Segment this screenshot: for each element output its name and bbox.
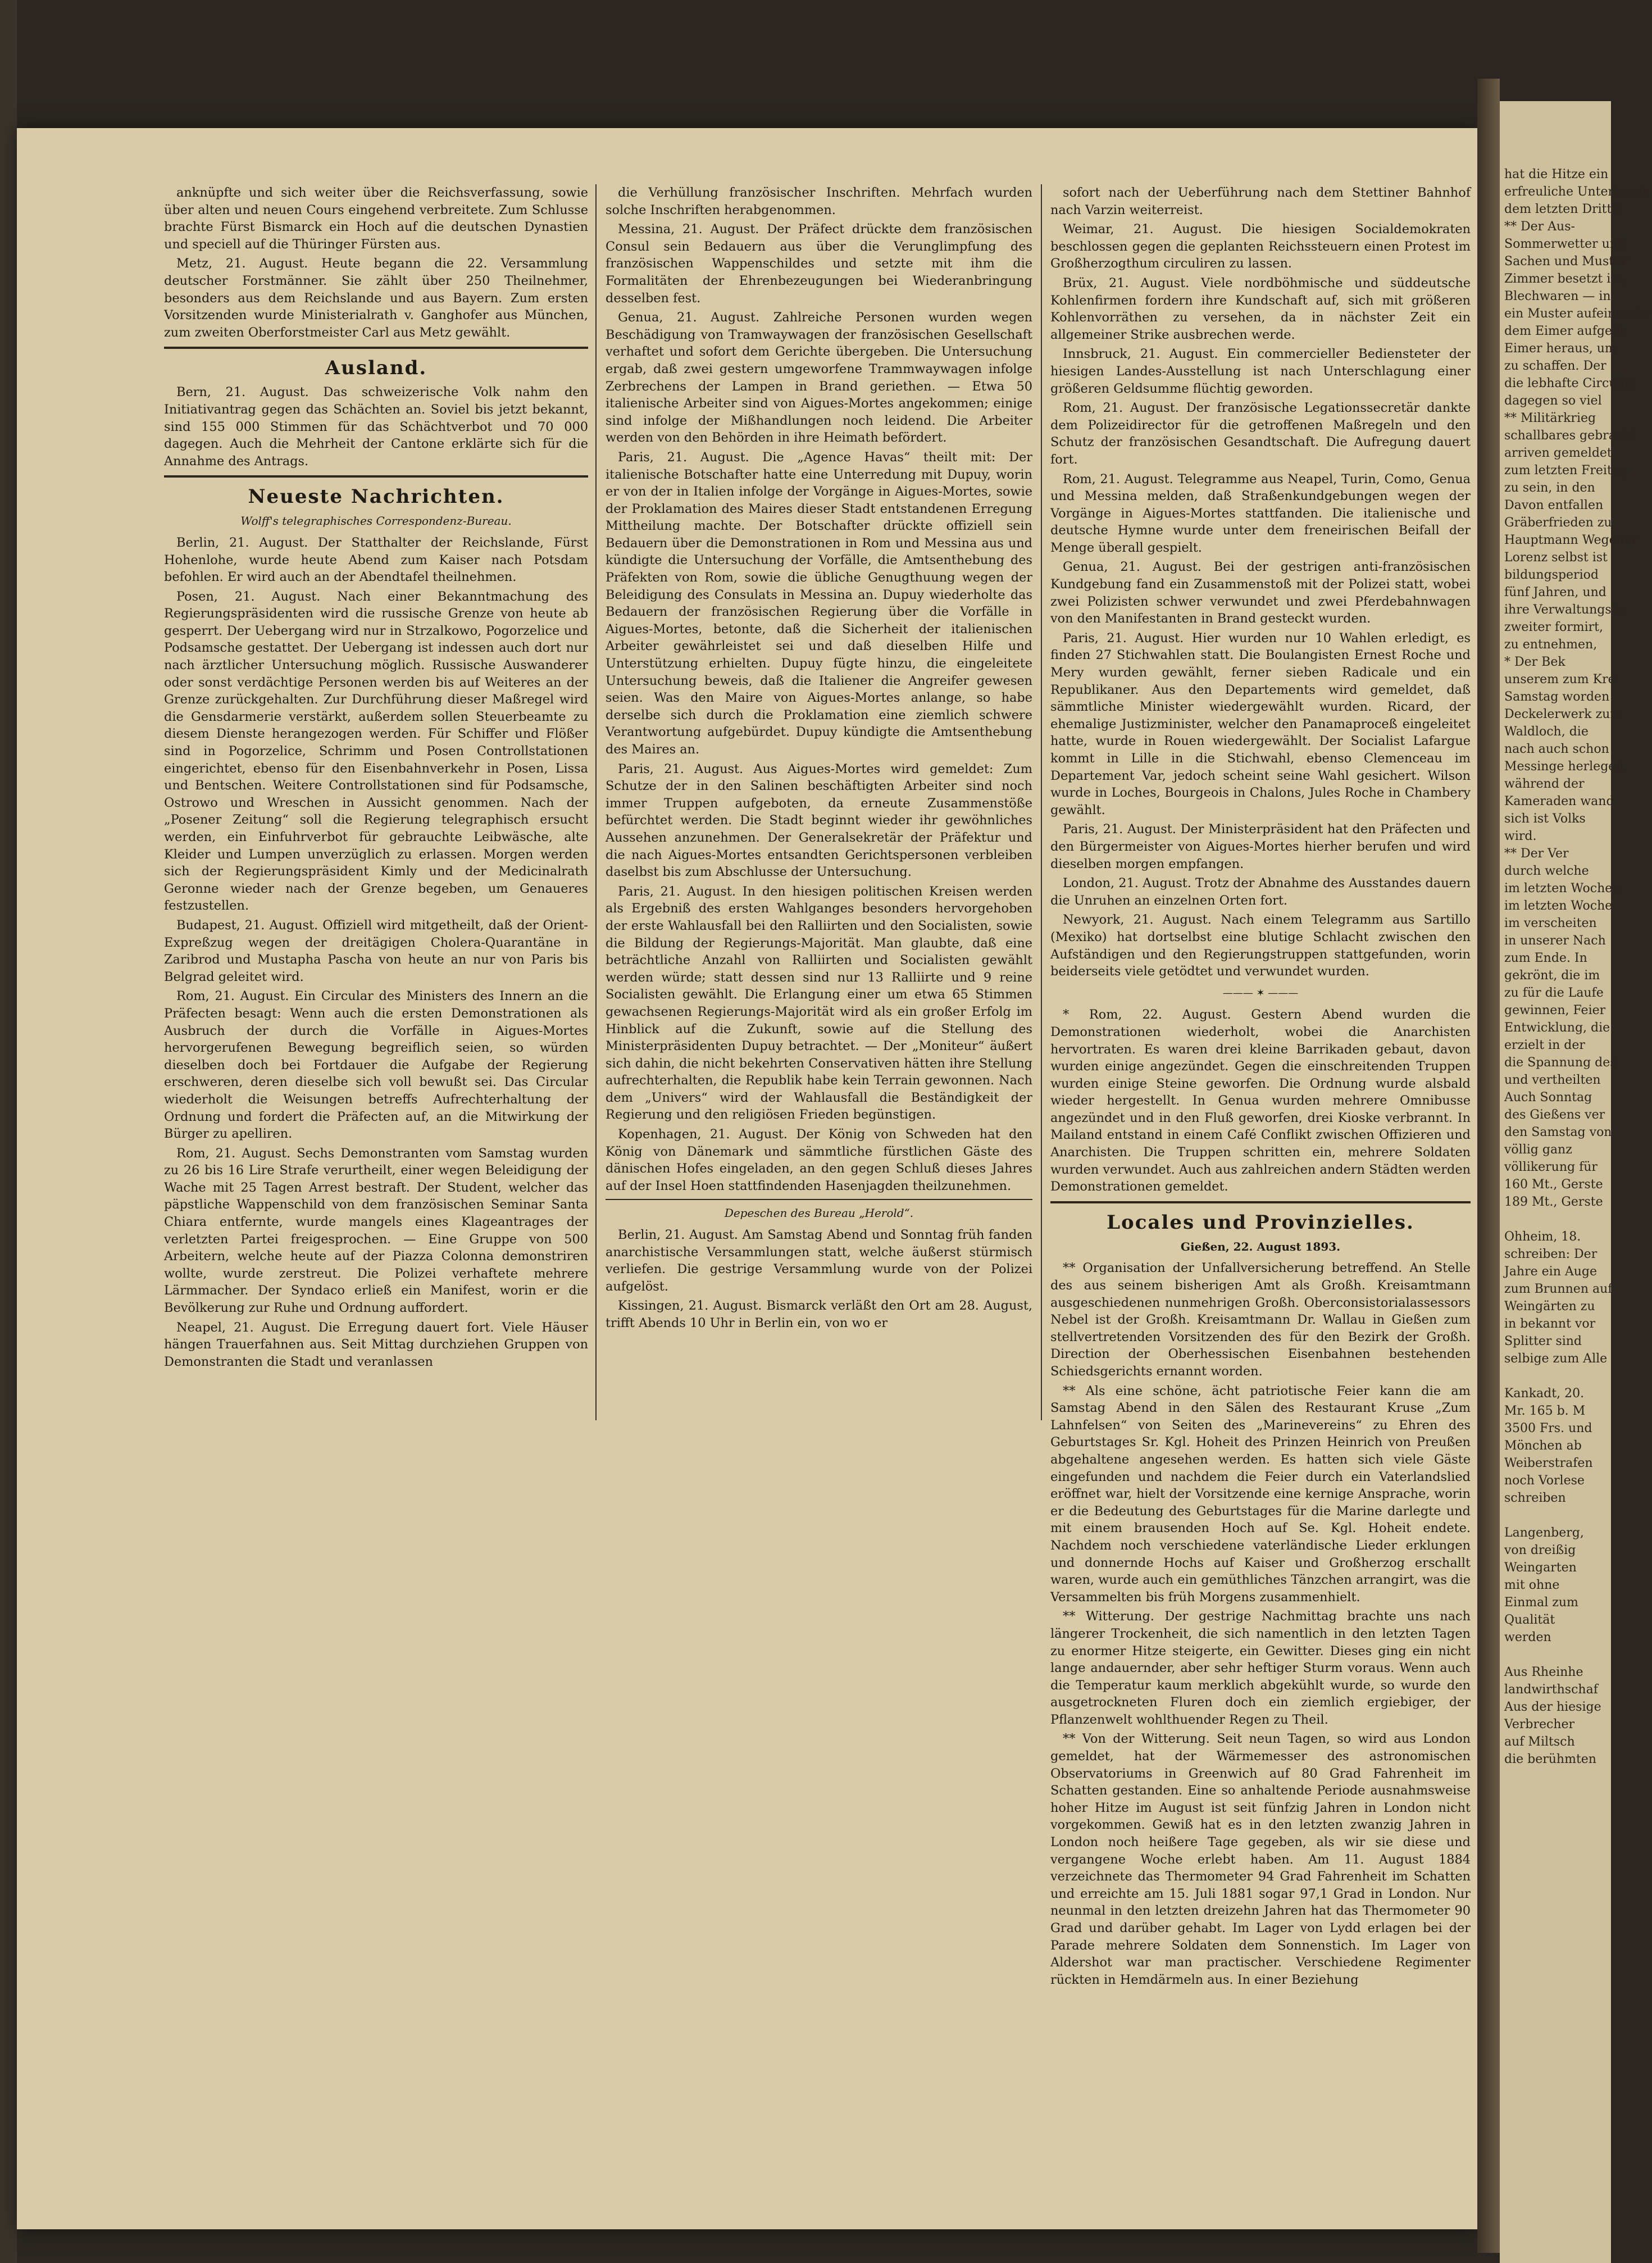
next-page-line: erfreuliche Unterbrech <box>1504 185 1650 199</box>
next-page-line: unserem zum Kre <box>1504 672 1615 687</box>
next-page-line: gewinnen, Feier <box>1504 1003 1606 1017</box>
next-page-line: Aus der hiesige <box>1504 1700 1601 1714</box>
article-paragraph: Bern, 21. August. Das schweizerische Volk nahm den Initiativantrag gegen das Schächten an. Soviel bis jetzt bekannt, sind 155 000 Stimmen für das Schächtverbot und 70 000 dagegen. Auch die Mehrheit der Cantone erklärte sich für die Annahme des Antrags. <box>164 385 588 469</box>
next-page-line: * Der Bek <box>1504 655 1565 669</box>
article-paragraph: Genua, 21. August. Zahlreiche Personen wurden wegen Beschädigung von Tramwaywagen der französischen Gesellschaft verhaftet und sofort dem Gerichte übergeben. Die Untersuchung ergab, daß zwei gestern umgeworfene Trammwaywagen infolge Zerbrechens der Lampen in Brand geriethen. — Etwa 50 italienische Arbeiter sind von Aigues-Mortes angekommen; einige sind infolge der Mißhandlungen noch leidend. Die Arbeiter werden von den Behörden in ihre Heimath befördert. <box>606 310 1032 446</box>
next-page-line: 160 Mt., Gerste <box>1504 1178 1603 1192</box>
column-3 <box>1050 184 1471 2184</box>
next-page-line: ihre Verwaltungsbe <box>1504 603 1627 617</box>
separator: ——— ✶ ——— <box>1222 987 1299 999</box>
article-paragraph: anknüpfte und sich weiter über die Reichsverfassung, sowie über alten und neuen Cours eingehend verbreitete. Zum Schlusse brachte Fürst Bismarck ein Hoch auf die deutschen Dynastien und speciell auf die Thüringer Fürsten aus. <box>164 185 588 252</box>
article-paragraph: Paris, 21. August. Hier wurden nur 10 Wahlen erledigt, es finden 27 Stichwahlen statt. Die Boulangisten Ernest Roche und Mery wurden gewählt, ferner sieben Radicale und ein Republikaner. Aus den Departements wird gemeldet, daß sämmtliche Minister wiedergewählt wurden. Ricard, der ehemalige Justizminister, welcher den Panamaproceß eingeleitet hatte, wurde in Rouen wiedergewählt. Der Socialist Lafargue kommt in Lille in die Stichwahl, ebenso Clemenceau im Departement Var, jedoch scheint seine Wahl gesichert. Wilson wurde in Loches, Bourgeois in Chalons, Jules Roche in Chambery gewählt. <box>1050 630 1471 817</box>
article-paragraph: Newyork, 21. August. Nach einem Telegramm aus Sartillo (Mexiko) hat dortselbst eine blutige Schlacht zwischen den Aufständigen und den Regierungstruppen stattgefunden, worin beiderseits viele getödtet und verwundet wurden. <box>1050 912 1471 979</box>
newspaper-page <box>17 128 1477 2229</box>
next-page-line: zu sein, in den <box>1504 481 1595 495</box>
article-paragraph: Paris, 21. August. Die „Agence Havas“ theilt mit: Der italienische Botschafter hatte eine Unterredung mit Dupuy, worin er von der in Italien infolge der Vorgänge in Aigues-Mortes, sowie der Proklamation des Maires dieser Stadt entstandenen Erregung Mittheilung machte. Der Botschafter drückte offiziell sein Bedauern über die Demonstrationen in Rom und Messina aus und kündigte die Untersuchung der Vorfälle, die Amtsenthebung des Präfekten von Rom, sowie die übliche Genugthuung wegen der Beleidigung des Consulats in Messina an. Dupuy wiederholte das Bedauern der französischen Regierung über die Vorfälle in Aigues-Mortes, betonte, daß die Sicherheit der italienischen Arbeiter gewährleistet sei und daß dieselben Hilfe und Unterstützung erhielten. Dupuy fügte hinzu, die eingeleitete Untersuchung beweis, daß die Italiener die Angreifer gewesen seien. Was den Maire von Aigues-Mortes anlange, so habe derselbe sich durch die Proklamation eine ziemlich schwere Verantwortung aufgebürdet. Dupuy kündigte die Amtsenthebung des Maires an. <box>606 449 1032 757</box>
next-page-line: den Samstag von <box>1504 1125 1612 1139</box>
next-page-line: Einmal zum <box>1504 1596 1578 1610</box>
article-paragraph: Paris, 21. August. Aus Aigues-Mortes wird gemeldet: Zum Schutze der in den Salinen beschäftigten Arbeiter sind noch immer Truppen aufgeboten, da erneute Zusammenstöße befürchtet werden. Die Stadt beginnt wieder ihr gewöhnliches Aussehen anzunehmen. Der Generalsekretär der Präfektur und die nach Aigues-Mortes entsandten Gerichtspersonen verbleiben daselbst bis zum Abschlusse der Untersuchung. <box>606 761 1032 880</box>
column-1 <box>164 184 588 2184</box>
next-page-line: Verbrecher <box>1504 1717 1575 1732</box>
next-page-line: die Spannung des <box>1504 1056 1617 1070</box>
next-page-line: in bekannt vor <box>1504 1317 1596 1331</box>
next-page-line: die lebhafte Circulat <box>1504 376 1633 390</box>
next-page-line: zu schaffen. Der <box>1504 359 1607 373</box>
next-page-line: 189 Mt., Gerste <box>1504 1195 1603 1209</box>
article-paragraph: sofort nach der Ueberführung nach dem Stettiner Bahnhof nach Varzin weiterreist. <box>1050 185 1471 217</box>
article-paragraph: Brüx, 21. August. Viele nordböhmische und süddeutsche Kohlenfirmen fordern ihre Kundschaft auf, sich mit größeren Kohlenvorräthen zu versehen, da in nächster Zeit ein allgemeiner Strike ausbrechen werde. <box>1050 275 1471 342</box>
next-page-line: Mr. 165 b. M <box>1504 1404 1586 1418</box>
next-page-line: schreiben <box>1504 1491 1566 1505</box>
next-page-line: werden <box>1504 1630 1551 1644</box>
next-page-line: Weingärten zu <box>1504 1299 1595 1314</box>
next-page-line: gekrönt, die im <box>1504 969 1600 983</box>
next-page-line: mit ohne <box>1504 1578 1560 1592</box>
article-paragraph: Posen, 21. August. Nach einer Bekanntmachung des Regierungspräsidenten wird die russische Grenze von heute ab gesperrt. Der Uebergang wird nur in Strzalkowo, Pogorzelice und Podsamsche gestattet. Der Uebergang ist indessen auch dort nur nach ärztlicher Untersuchung möglich. Russische Auswanderer oder sonst verdächtige Personen werden bis auf Weiteres an der Grenze zurückgehalten. Zur Durchführung dieser Maßregel wird die Gensdarmerie verstärkt, außerdem sollen Steuerbeamte zu diesem Dienste herangezogen werden. Für Schiffer und Flößer sind in Pogorzelice, Schrimm und Posen Controllstationen eingerichtet, ebenso für den Eisenbahnverkehr in Posen, Lissa und Bentschen. Weitere Controllstationen sind für Podsamsche, Ostrowo und Wreschen in Aussicht genommen. Nach der „Posener Zeitung“ soll die Regierung telegraphisch ersucht werden, ein Einfuhrverbot für gebrauchte Leibwäsche, alte Kleider und Lumpen unverzüglich zu erlassen. Morgen werden sich der Regierungspräsident Kimly und der Medicinalrath Geronne wieder nach der Grenze begeben, um Genaueres festzustellen. <box>164 589 588 914</box>
section-title-locales: Locales und Provinzielles. <box>1107 1211 1414 1234</box>
article-paragraph: ** Organisation der Unfallversicherung betreffend. An Stelle des aus seinem bisherigen Amt als Großh. Kreisamtmann ausgeschiedenen nunmehrigen Großh. Oberconsistorialassessors Nebel ist der Großh. Kreisamtmann Dr. Wallau in Gießen zum stellvertretenden Vorsitzenden des für den Bezirk der Großh. Direction der Oberhessischen Eisenbahnen bestehenden Schiedsgerichts ernannt worden. <box>1050 1261 1471 1379</box>
section-subtitle-herold: Depeschen des Bureau „Herold“. <box>724 1206 914 1220</box>
section-title-ausland: Ausland. <box>325 357 427 380</box>
next-page-line: Auch Sonntag <box>1504 1090 1592 1105</box>
next-page-line: im letzten Woche <box>1504 899 1613 913</box>
section-subtitle: Wolff's telegraphisches Correspondenz-Bureau. <box>240 514 512 528</box>
section-title-news: Neueste Nachrichten. <box>248 485 504 508</box>
article-paragraph: Rom, 21. August. Telegramme aus Neapel, Turin, Como, Genua und Messina melden, daß Straßenkundgebungen wegen der Vorgänge in Aigues-Mortes stattfanden. Die italienische und deutsche Hymne wurde unter dem freneirischen Beifall der Menge überall gespielt. <box>1050 471 1471 555</box>
next-page-line: und vertheilten <box>1504 1073 1601 1087</box>
next-page-line: durch welche <box>1504 864 1589 878</box>
next-page-line: Messinge herlegen <box>1504 760 1624 774</box>
next-page-line: noch Vorlese <box>1504 1474 1585 1488</box>
next-page-line: während der <box>1504 777 1585 791</box>
next-page-line: die berühmten <box>1504 1752 1596 1766</box>
article-paragraph: Messina, 21. August. Der Präfect drückte dem französischen Consul sein Bedauern aus über die Verunglimpfung des französischen Wappenschildes und setzte mit ihm die Formalitäten der Ehrenbezeugungen bei Wiederanbringung desselben fest. <box>606 222 1032 306</box>
next-page-line: Samstag worden <box>1504 690 1610 704</box>
next-page-line: im letzten Wochen <box>1504 881 1621 896</box>
section-rule <box>1050 1201 1471 1203</box>
next-page-line: schallbares gebracht <box>1504 429 1636 443</box>
article-paragraph: die Verhüllung französischer Inschriften. Mehrfach wurden solche Inschriften herabgenommen. <box>606 185 1032 217</box>
next-page-line: Sachen und Muster <box>1504 255 1627 269</box>
next-page-edge <box>1500 101 1652 2263</box>
column-2 <box>606 184 1032 2184</box>
article-paragraph: Kopenhagen, 21. August. Der König von Schweden hat den König von Dänemark und sämmtliche fürstlichen Gäste des dänischen Hofes eingeladen, an den gegen Schluß dieses Jahres auf der Insel Hoen stattfindenden Hasenjagden theilzunehmen. <box>606 1127 1032 1193</box>
next-page-line: Gräberfrieden zu <box>1504 516 1612 530</box>
next-page-line: Weingarten <box>1504 1561 1577 1575</box>
next-page-line: zu entnehmen, <box>1504 638 1598 652</box>
article-paragraph: Berlin, 21. August. Am Samstag Abend und Sonntag früh fanden anarchistische Versammlungen statt, welche äußerst stürmisch verliefen. Die gestrige Versammlung wurde von der Polizei aufgelöst. <box>606 1228 1032 1294</box>
next-page-line: Waldloch, die <box>1504 725 1589 739</box>
column-rule <box>1041 184 1042 1420</box>
article-paragraph: Neapel, 21. August. Die Erregung dauert fort. Viele Häuser hängen Trauerfahnen aus. Seit Mittag durchziehen Gruppen von Demonstranten die Stadt und veranlassen <box>164 1320 588 1369</box>
next-page-line: zu für die Laufe <box>1504 986 1604 1000</box>
next-page-line <box>1504 1367 1611 1385</box>
next-page-line: Weiberstrafen <box>1504 1456 1593 1470</box>
article-paragraph: Paris, 21. August. In den hiesigen politischen Kreisen werden als Ergebniß des ersten Wahlganges besonders hervorgehoben der erste Wahlausfall bei den Ralliirten und den Socialisten, sowie die Bildung der Regierungs-Majorität. Man glaubte, daß eine beträchtliche Anzahl von Ralliirten und Socialisten gewählt werden würde; statt dessen sind nur 13 Ralliirte und 9 reine Socialisten gewählt. Die Erlangung einer um etwa 65 Stimmen gewachsenen Regierungs-Majorität wird als ein großer Erfolg im Hinblick auf die Zukunft, sowie auf die Stellung des Ministerpräsidenten Dupuy betrachtet. — Der „Moniteur“ äußert sich dahin, die nicht bekehrten Conservativen hätten ihre Stellung aufrechterhalten, die Republik habe kein Terrain gewonnen. Nach dem „Univers“ wird der Wahlausfall die Beständigkeit der Regierung und den religiösen Frieden begünstigen. <box>606 884 1032 1123</box>
next-page-line: Langenberg, <box>1504 1526 1584 1540</box>
next-page-line: Mönchen ab <box>1504 1439 1582 1453</box>
article-paragraph: * Rom, 22. August. Gestern Abend wurden die Demonstrationen wiederholt, wobei die Anarchisten hervortraten. Es waren drei kleine Barrikaden gebaut, davon wurden einige angezündet. Gegen die einschreitenden Truppen wurden einige Steine geworfen. Die Ordnung wurde alsbald wieder hergestellt. In Genua wurden mehrere Omnibusse angezündet und in den Fluß geworfen, drei Kioske verbrannt. In Mailand entstand in einem Café Conflikt zwischen Offizieren und Anarchisten. Die Truppen schritten ein, mehrere Soldaten wurden verwundet. Auch aus zahlreichen andern Städten werden Demonstrationen gemeldet. <box>1050 1007 1471 1194</box>
column-rule <box>595 184 597 1420</box>
locales-dateline: Gießen, 22. August 1893. <box>1180 1239 1341 1253</box>
next-page-line: Kameraden wand <box>1504 794 1614 808</box>
next-page-line: zum Ende. In <box>1504 951 1587 965</box>
next-page-line <box>1504 1211 1611 1228</box>
next-page-line: in unserer Nach <box>1504 934 1606 948</box>
article-paragraph: Metz, 21. August. Heute begann die 22. Versammlung deutscher Forstmänner. Sie zählt über 250 Theilnehmer, besonders aus dem Reichslande und aus Bayern. Zum ersten Vorsitzenden wurde Ministerialrath v. Ganghofer aus München, zum zweiten Oberforstmeister Carl aus Metz gewählt. <box>164 256 588 340</box>
article-paragraph: Paris, 21. August. Der Ministerpräsident hat den Präfecten und den Bürgermeister von Aigues-Mortes hierher berufen und wird dieselben morgen empfangen. <box>1050 822 1471 871</box>
next-page-line: zweiter formirt, <box>1504 620 1603 634</box>
next-page-line: nach auch schon <box>1504 742 1609 756</box>
next-page-line: zum letzten Freitag <box>1504 463 1628 478</box>
article-paragraph: Innsbruck, 21. August. Ein commercieller Bediensteter der hiesigen Landes-Ausstellung ist nach Unterschlagung einer größeren Geldsumme flüchtig geworden. <box>1050 347 1471 396</box>
section-rule <box>164 347 588 349</box>
article-paragraph: Rom, 21. August. Sechs Demonstranten vom Samstag wurden zu 26 bis 16 Lire Strafe verurtheilt, einer wegen Beleidigung der Wache mit 25 Tagen Arrest bestraft. Der Student, welcher das päpstliche Wappenschild von dem französischen Seminar Santa Chiara entfernte, wurde mangels eines Klageantrages der verletzten Partei freigesprochen. — Eine Gruppe von 500 Arbeitern, welche heute auf der Piazza Colonna demonstriren wollte, wurde zerstreut. Die Polizei verhaftete mehrere Lärmmacher. Der Syndaco erließ ein Manifest, worin er die Bevölkerung zur Ruhe und Ordnung auffordert. <box>164 1146 588 1316</box>
section-rule <box>164 475 588 478</box>
next-page-line: Blechwaren — in <box>1504 289 1611 303</box>
next-page-line: ein Muster aufeinander <box>1504 307 1652 321</box>
next-page-line: arriven gemeldet <box>1504 446 1612 460</box>
next-page-line: dagegen so viel <box>1504 394 1602 408</box>
article-paragraph: Rom, 21. August. Ein Circular des Ministers des Innern an die Präfecten besagt: Wenn auch die ersten Demonstrationen als Ausbruch der durch die Vorfälle in Aigues-Mortes hervorgerufenen Bewegung begreiflich seien, so würden dieselben doch bei Fortdauer die Aufgabe der Regierung erschweren, deren dieselbe sich voll bewußt sei. Das Circular wiederholt die Weisungen betreffs Aufrechterhaltung der Ordnung und fordert die Präfecten auf, an die Mitwirkung der Bürger zu apelliren. <box>164 989 588 1142</box>
next-page-line: erzielt in der <box>1504 1038 1585 1052</box>
next-page-line: Qualität <box>1504 1613 1555 1627</box>
next-page-line: zum Brunnen auf <box>1504 1282 1613 1296</box>
next-page-line: Sommerwetter und <box>1504 237 1626 251</box>
next-page-line: Entwicklung, die <box>1504 1021 1610 1035</box>
article-paragraph: Rom, 21. August. Der französische Legationssecretär dankte dem Polizeidirector für die getroffenen Maßregeln und den Schutz der französischen Gesandtschaft. Die Aufregung dauert fort. <box>1050 401 1471 467</box>
next-page-line: 3500 Frs. und <box>1504 1421 1592 1435</box>
next-page-line: Deckelerwerk zum <box>1504 707 1622 721</box>
next-page-text <box>1500 101 1652 1768</box>
next-page-line <box>1504 1507 1611 1524</box>
next-page-line: Eimer heraus, um <box>1504 342 1617 356</box>
next-page-line: von dreißig <box>1504 1543 1576 1557</box>
article-paragraph: ** Als eine schöne, ächt patriotische Feier kann die am Samstag Abend in den Sälen des Restaurant Kruse „Zum Lahnfelsen“ von Seiten des „Marinevereins“ zu Ehren des Geburtstages Sr. Kgl. Hoheit des Prinzen Heinrich von Preußen abgehaltene angesehen werden. Es hatten sich viele Gäste eingefunden und nachdem die Feier durch ein Vaterlandslied eröffnet war, hielt der Vorsitzende eine kernige Ansprache, worin er die Bedeutung des Geburtstages für die Marine darlegte und mit einem brausenden Hoch auf Se. Kgl. Hoheit endete. Nachdem noch verschiedene vaterländische Lieder erklungen und donnernde Hochs auf Kaiser und Großherzog erschallt waren, wurde auch ein gemüthliches Tänzchen arrangirt, was die Versammelten bis früh Morgens zusammenhielt. <box>1050 1383 1471 1605</box>
next-page-line: Davon entfallen <box>1504 498 1604 512</box>
next-page-line <box>1504 1646 1611 1664</box>
next-page-line: schreiben: Der <box>1504 1247 1598 1261</box>
next-page-line: Splitter sind <box>1504 1334 1582 1348</box>
next-page-line: völlikerung für <box>1504 1160 1598 1174</box>
next-page-line: wird. <box>1504 829 1537 843</box>
next-page-line: Aus Rheinhe <box>1504 1665 1583 1679</box>
next-page-line: Zimmer besetzt ist, <box>1504 272 1626 286</box>
next-page-line: auf Miltsch <box>1504 1735 1575 1749</box>
book-edge <box>0 0 17 2263</box>
next-page-line: bildungsperiod <box>1504 568 1599 582</box>
section-rule <box>606 1199 1032 1200</box>
next-page-line: völlig ganz <box>1504 1143 1572 1157</box>
next-page-line: sich ist Volks <box>1504 812 1586 826</box>
book-gutter <box>1477 79 1500 2253</box>
next-page-line: landwirthschaf <box>1504 1683 1598 1697</box>
article-paragraph: Budapest, 21. August. Offiziell wird mitgetheilt, daß der Orient-Expreßzug wegen der dreitägigen Cholera-Quarantäne in Zaribrod und Mustapha Pascha von heute an nur von Paris bis Belgrad geleitet wird. <box>164 917 588 984</box>
next-page-line: Kankadt, 20. <box>1504 1387 1585 1401</box>
article-paragraph: ** Witterung. Der gestrige Nachmittag brachte uns nach längerer Trockenheit, die sich namentlich in den letzten Tagen zu enormer Hitze steigerte, ein Gewitter. Dieses ging ein nicht lange andauernder, aber sehr heftiger Sturm voraus. Wenn auch die Temperatur kaum merklich abgekühlt wurde, so wurde den ausgetrockneten Fluren doch ein ziemlich ergiebiger, der Pflanzenwelt wohlthuender Regen zu Theil. <box>1050 1609 1471 1727</box>
next-page-line: Ohheim, 18. <box>1504 1230 1581 1244</box>
next-page-line: Lorenz selbst ist <box>1504 551 1608 565</box>
next-page-line: Jahre ein Auge <box>1504 1265 1598 1279</box>
article-paragraph: Weimar, 21. August. Die hiesigen Socialdemokraten beschlossen gegen die geplanten Reichssteuern einen Protest im Großherzogthum circuliren zu lassen. <box>1050 222 1471 271</box>
article-paragraph: Genua, 21. August. Bei der gestrigen anti-französischen Kundgebung fand ein Zusammenstoß mit der Polizei statt, wobei zwei Polizisten schwer verwundet und zwei Pferdebahnwagen von den Manifestanten in Brand gesteckt wurden. <box>1050 560 1471 626</box>
next-page-line: Hauptmann Wegener <box>1504 533 1638 547</box>
next-page-line: ** Der Aus- <box>1504 220 1575 234</box>
article-paragraph: ** Von der Witterung. Seit neun Tagen, so wird aus London gemeldet, hat der Wärmemesser des astronomischen Observatoriums in Greenwich auf 80 Grad Fahrenheit im Schatten gestanden. Eine so anhaltende Periode ausnahmsweise hoher Hitze im August ist seit fünfzig Jahren in London nicht vorgekommen. Gewiß hat es in den letzten zwanzig Jahren in London noch heißere Tage gegeben, als wir sie diese und vergangene Woche erlebt haben. Am 11. August 1884 verzeichnete das Thermometer 94 Grad Fahrenheit im Schatten und erreichte am 15. Juli 1881 sogar 97,1 Grad in London. Nur neunmal in den letzten dreizehn Jahren hat das Thermometer 90 Grad und darüber gehabt. Im Lager von Lydd erlagen bei der Parade mehrere Soldaten dem Sonnenstich. Im Lager von Aldershot war man practischer. Verschiedene Regimenter rückten in Hemdärmeln aus. In einer Beziehung <box>1050 1732 1471 1987</box>
next-page-line: dem Eimer aufgeht <box>1504 324 1625 338</box>
next-page-line: ** Militärkrieg <box>1504 411 1596 425</box>
article-paragraph: Berlin, 21. August. Der Statthalter der Reichslande, Fürst Hohenlohe, wurde heute Abend zum Kaiser nach Potsdam befohlen. Er wird auch an der Abendtafel theilnehmen. <box>164 535 588 585</box>
next-page-line: ** Der Ver <box>1504 847 1569 861</box>
next-page-line: hat die Hitze ein <box>1504 167 1609 181</box>
next-page-line: dem letzten Drittel <box>1504 202 1623 216</box>
next-page-line: fünf Jahren, und <box>1504 585 1607 599</box>
article-paragraph: Kissingen, 21. August. Bismarck verläßt den Ort am 28. August, trifft Abends 10 Uhr in Berlin ein, von wo er <box>606 1298 1032 1330</box>
next-page-line: des Gießens ver <box>1504 1108 1605 1122</box>
article-paragraph: London, 21. August. Trotz der Abnahme des Ausstandes dauern die Unruhen an einzelnen Orten fort. <box>1050 876 1471 908</box>
next-page-line: im verscheiten <box>1504 916 1597 930</box>
next-page-line: selbige zum Alle <box>1504 1352 1608 1366</box>
